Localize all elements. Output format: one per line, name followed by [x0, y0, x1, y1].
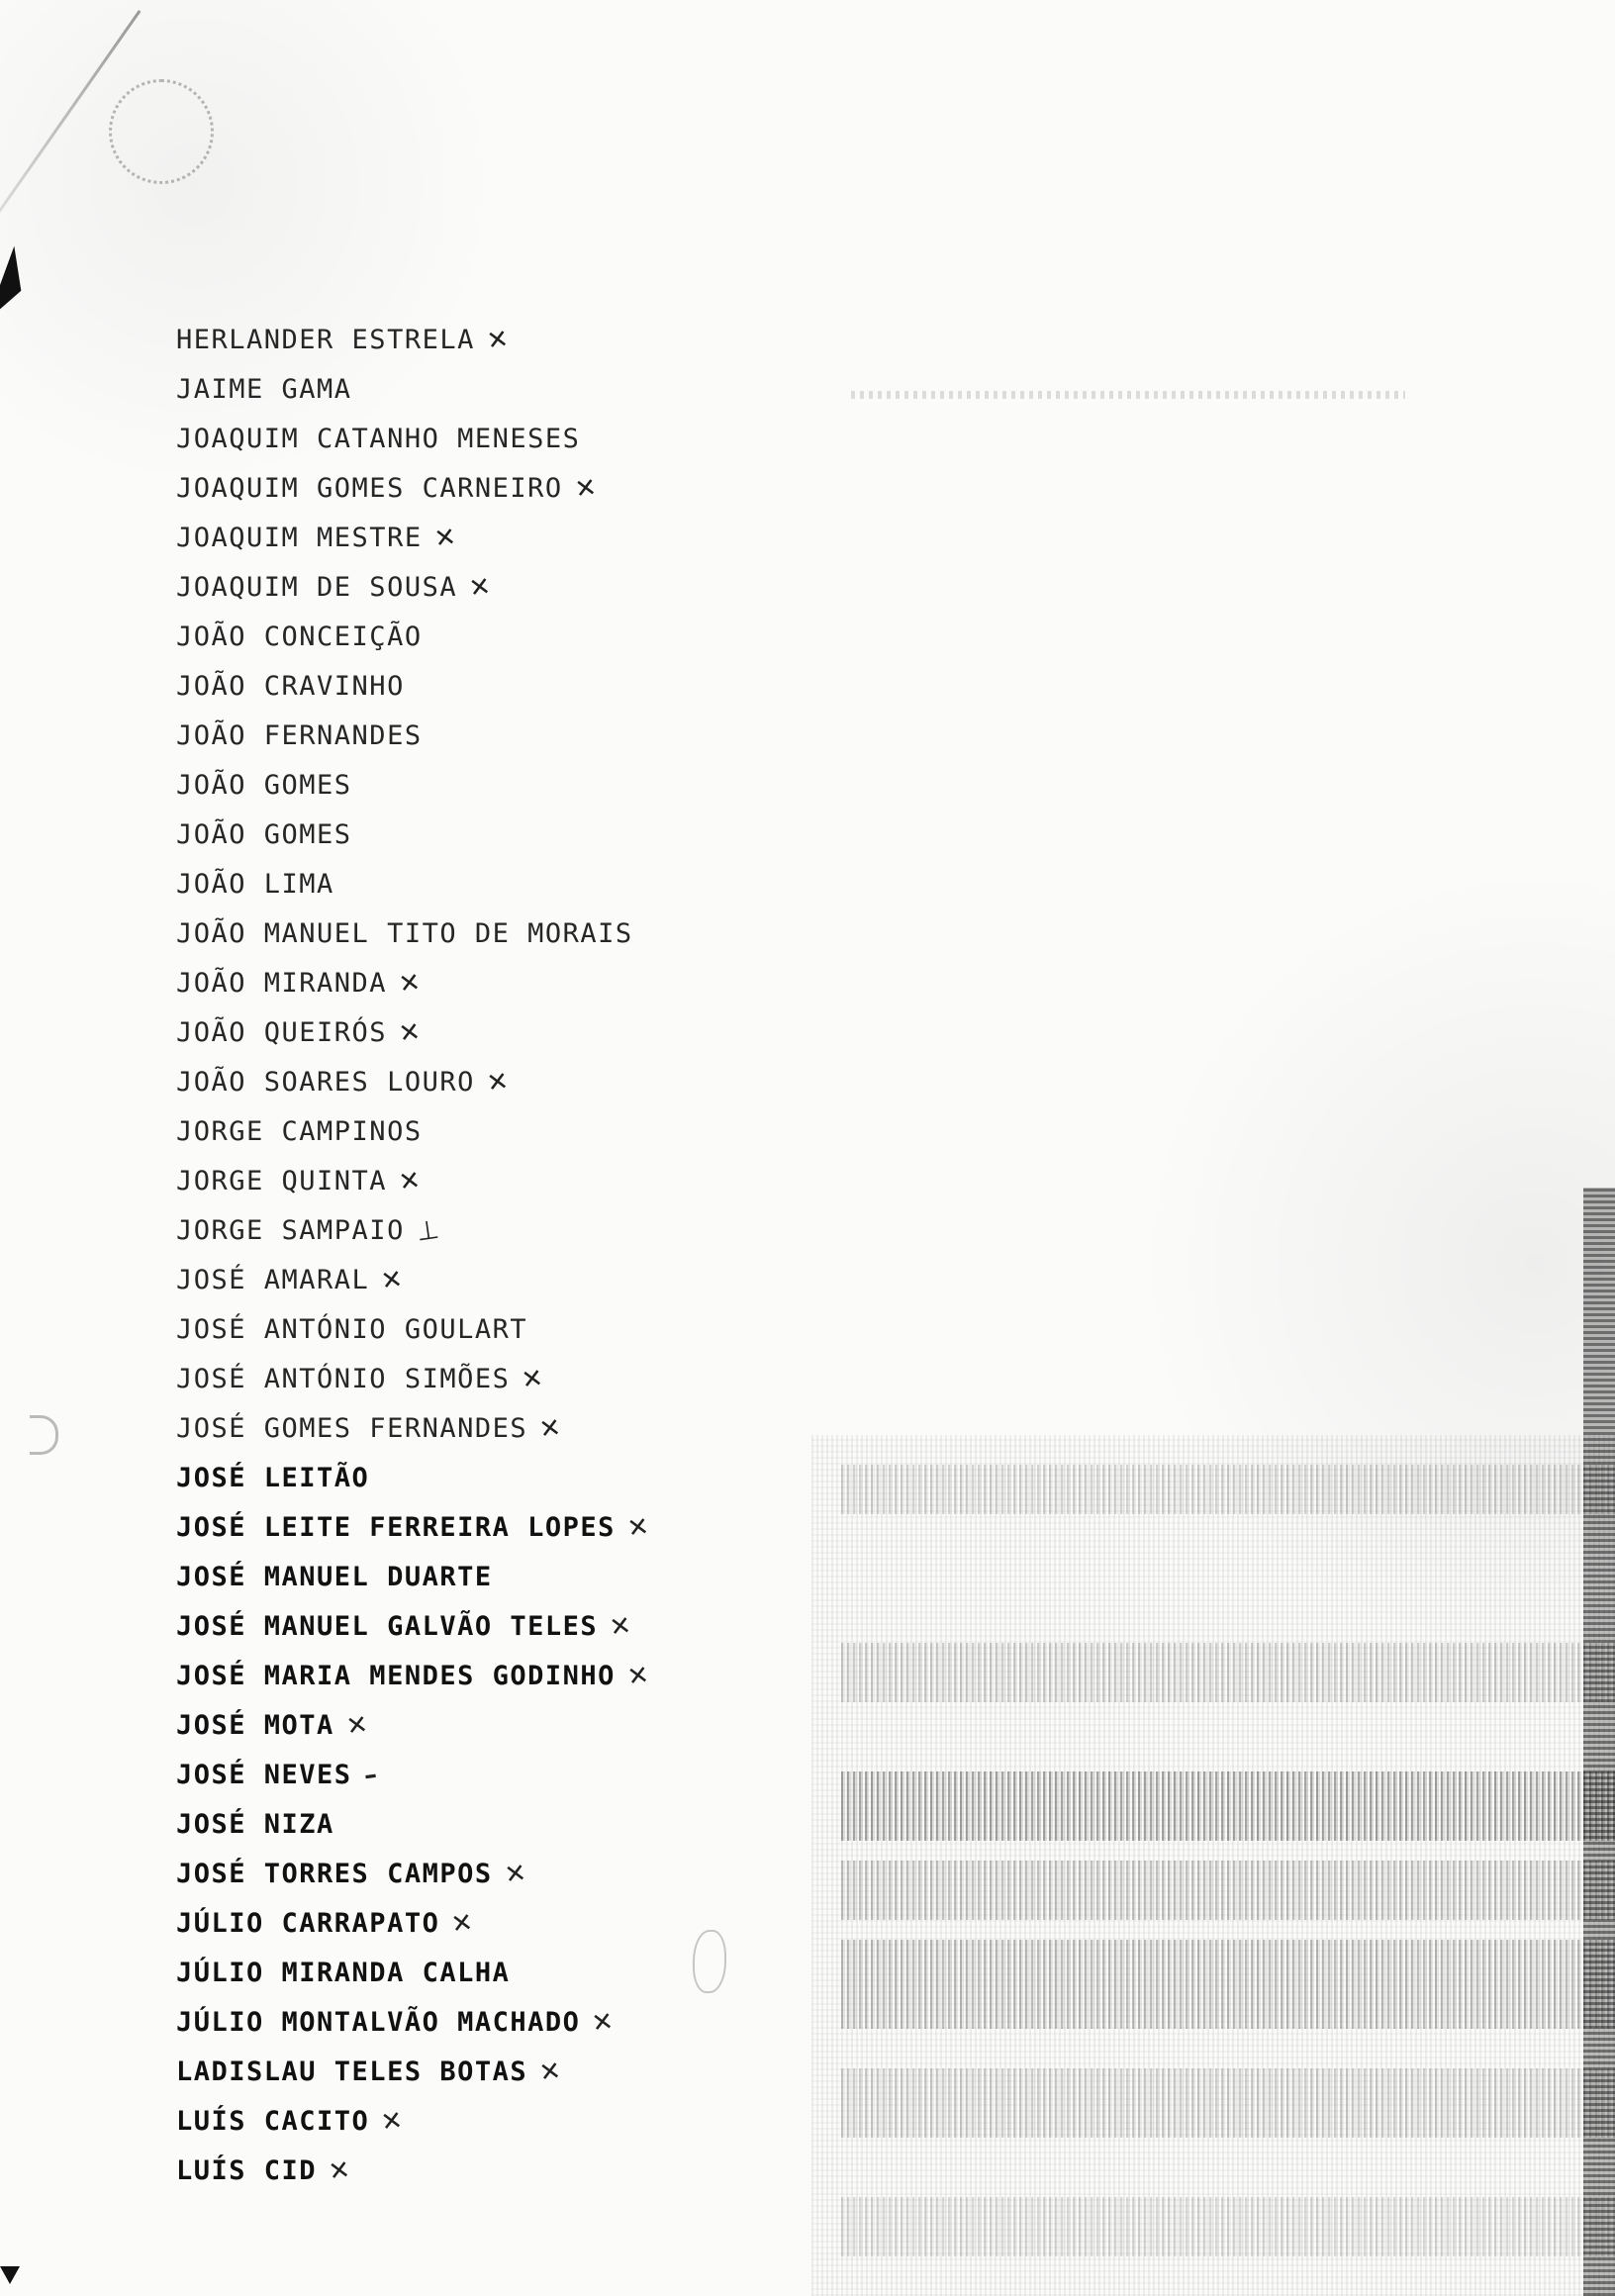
list-item	[176, 1011, 650, 1061]
person-name: JOAQUIM MESTRE	[176, 523, 423, 553]
person-name: JOSÉ NIZA	[176, 1809, 334, 1840]
list-item	[176, 1506, 653, 1556]
handwritten-check-mark: ✕	[467, 571, 495, 605]
list-item	[176, 1952, 650, 2001]
list-item	[176, 566, 650, 616]
handwritten-check-mark: ✕	[520, 1363, 547, 1396]
person-name: JÚLIO CARRAPATO	[176, 1908, 440, 1939]
list-item	[176, 1308, 650, 1358]
bottom-corner-mark	[0, 2266, 20, 2284]
list-item	[176, 1457, 650, 1506]
person-name: LADISLAU TELES BOTAS	[176, 2057, 528, 2087]
list-item	[176, 368, 650, 418]
person-name: JOÃO LIMA	[176, 869, 334, 900]
handwritten-check-mark: ✕	[379, 1264, 407, 1297]
person-name: JÚLIO MONTALVÃO MACHADO	[176, 2007, 581, 2038]
person-name: JOÃO FERNANDES	[176, 720, 423, 751]
person-name: JOSÉ LEITÃO	[176, 1463, 370, 1493]
list-item	[176, 1803, 650, 1853]
margin-mark	[30, 1415, 58, 1455]
person-name: JOAQUIM GOMES CARNEIRO	[176, 473, 563, 504]
person-name: JOSÉ ANTÓNIO GOULART	[176, 1314, 528, 1345]
handwritten-check-mark: ✕	[502, 1858, 529, 1891]
person-name: JOSÉ AMARAL	[176, 1265, 370, 1295]
handwritten-check-mark: ✕	[431, 522, 459, 555]
person-name: LUÍS CID	[176, 2155, 318, 2186]
person-name: JOÃO GOMES	[176, 770, 352, 801]
handwritten-check-mark: ⊥	[414, 1214, 442, 1248]
person-name: JOSÉ NEVES	[176, 1760, 352, 1790]
handwritten-check-mark: ✕	[484, 1066, 513, 1100]
list-item	[176, 863, 650, 912]
person-name: JOAQUIM CATANHO MENESES	[176, 424, 581, 454]
person-name: JOSÉ MARIA MENDES GODINHO	[176, 1661, 616, 1691]
handwritten-check-mark: ✕	[379, 2105, 407, 2139]
list-item	[176, 319, 650, 368]
list-item	[176, 1704, 650, 1754]
handwritten-check-mark: –	[361, 1760, 381, 1791]
list-item	[176, 1853, 650, 1902]
person-name: HERLANDER ESTRELA	[176, 325, 475, 355]
list-item	[176, 517, 650, 566]
list-item	[176, 1754, 650, 1803]
photocopy-noise-band	[841, 2068, 1615, 2138]
handwritten-check-mark: ✕	[537, 2056, 565, 2089]
handwritten-check-mark: ✕	[484, 324, 513, 357]
list-item	[176, 2150, 650, 2199]
person-name: JOÃO CRAVINHO	[176, 671, 405, 702]
person-name: JOSÉ MANUEL DUARTE	[176, 1562, 493, 1592]
list-item	[176, 1902, 650, 1952]
list-item	[176, 1110, 650, 1160]
person-name: JOÃO GOMES	[176, 819, 352, 850]
photocopy-noise-band	[841, 1940, 1615, 2029]
handwritten-check-mark: ✕	[572, 472, 600, 506]
list-item	[176, 467, 650, 517]
person-name: JORGE SAMPAIO	[176, 1215, 405, 1246]
person-name: JORGE QUINTA	[176, 1166, 388, 1196]
name-list	[176, 319, 653, 2199]
person-name: JOÃO QUEIRÓS	[176, 1017, 388, 1048]
photocopy-noise-band	[841, 2197, 1615, 2256]
person-name: JOAQUIM DE SOUSA	[176, 572, 458, 603]
person-name: JOÃO MIRANDA	[176, 968, 388, 999]
faint-text-trace	[851, 391, 1405, 399]
list-item	[176, 1556, 650, 1605]
handwritten-check-mark: ✕	[624, 1660, 653, 1693]
person-name: JAIME GAMA	[176, 374, 352, 405]
handwritten-check-mark: ✕	[537, 1412, 565, 1446]
list-item	[176, 1407, 650, 1457]
list-item	[176, 1061, 650, 1110]
person-name: JOSÉ MANUEL GALVÃO TELES	[176, 1611, 599, 1642]
list-item	[176, 912, 650, 962]
photocopy-noise-band	[841, 1643, 1615, 1702]
stamp-seal	[109, 79, 214, 184]
handwritten-check-mark: ✕	[397, 1165, 425, 1198]
list-item	[176, 1605, 650, 1655]
handwritten-check-mark: ✕	[449, 1907, 477, 1941]
person-name: JOSÉ TORRES CAMPOS	[176, 1859, 493, 1889]
handwritten-check-mark: ✕	[590, 2006, 618, 2040]
photocopy-noise-band	[841, 1465, 1615, 1514]
handwritten-check-mark: ✕	[327, 2154, 354, 2188]
handwritten-check-mark: ✕	[397, 1016, 425, 1050]
photocopy-noise-band	[841, 1771, 1615, 1841]
handwritten-annotation	[693, 1930, 726, 1993]
person-name: LUÍS CACITO	[176, 2106, 370, 2137]
corner-mark	[0, 246, 35, 329]
person-name: JÚLIO MIRANDA CALHA	[176, 1958, 511, 1988]
person-name: JOÃO MANUEL TITO DE MORAIS	[176, 918, 633, 949]
list-item	[176, 418, 650, 467]
list-item	[176, 1209, 650, 1259]
handwritten-check-mark: ✕	[397, 967, 425, 1001]
list-item	[176, 665, 650, 715]
list-item	[176, 1655, 653, 1704]
scan-edge	[1583, 1188, 1615, 2296]
list-item	[176, 2051, 650, 2100]
person-name: JOSÉ LEITE FERREIRA LOPES	[176, 1512, 616, 1543]
list-item	[176, 962, 650, 1011]
list-item	[176, 1160, 650, 1209]
list-item	[176, 2001, 650, 2051]
person-name: JORGE CAMPINOS	[176, 1116, 423, 1147]
list-item	[176, 764, 650, 813]
person-name: JOSÉ MOTA	[176, 1710, 334, 1741]
photocopy-noise-band	[841, 1861, 1615, 1920]
handwritten-check-mark: ✕	[608, 1610, 635, 1644]
person-name: JOSÉ GOMES FERNANDES	[176, 1413, 528, 1444]
handwritten-check-mark: ✕	[624, 1511, 653, 1545]
list-item	[176, 813, 650, 863]
list-item	[176, 1358, 650, 1407]
list-item	[176, 616, 650, 665]
list-item	[176, 715, 650, 764]
person-name: JOÃO CONCEIÇÃO	[176, 622, 423, 652]
handwritten-check-mark: ✕	[343, 1709, 372, 1743]
list-item	[176, 1259, 650, 1308]
list-item	[176, 2100, 650, 2150]
person-name: JOSÉ ANTÓNIO SIMÕES	[176, 1364, 511, 1394]
person-name: JOÃO SOARES LOURO	[176, 1067, 475, 1098]
